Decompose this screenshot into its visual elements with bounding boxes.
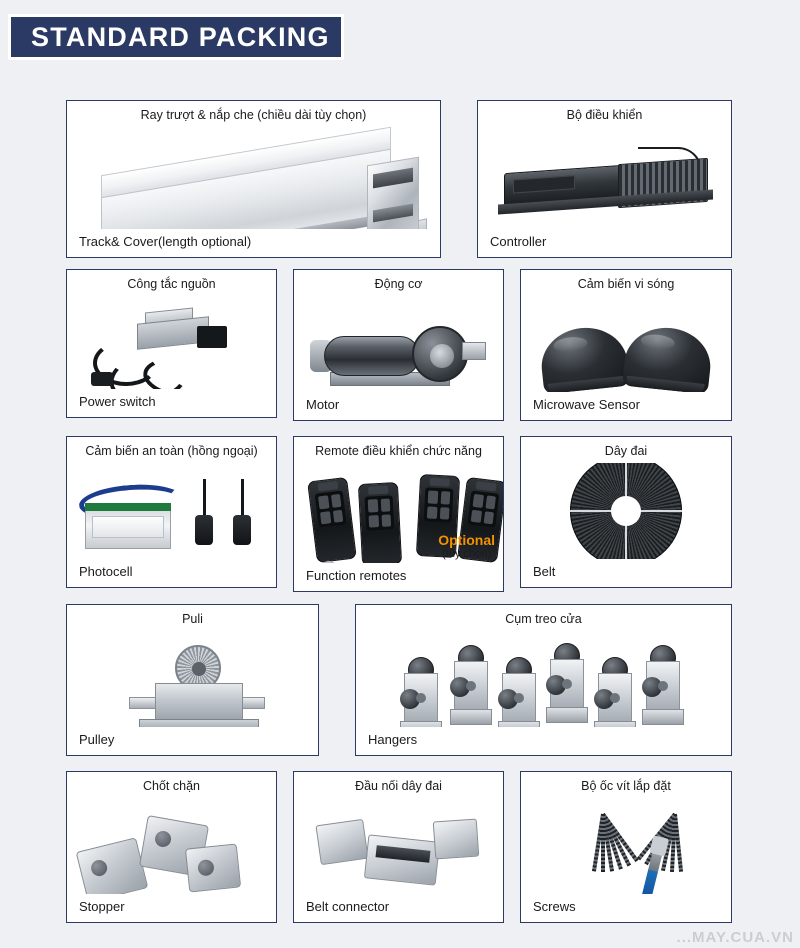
item-caption-en: Hangers bbox=[368, 732, 418, 747]
item-card-microwave-sensor[interactable] bbox=[520, 269, 732, 421]
item-card-power-switch[interactable] bbox=[66, 269, 277, 418]
belt-connector-icon bbox=[294, 798, 503, 894]
item-caption-en: Controller bbox=[490, 234, 547, 249]
page-title: STANDARD PACKING bbox=[31, 21, 330, 52]
item-caption-vi: Puli bbox=[182, 612, 203, 626]
item-card-track-cover[interactable] bbox=[66, 100, 441, 258]
item-caption-en: Belt connector bbox=[306, 899, 390, 914]
item-caption-vi: Bộ ốc vít lắp đặt bbox=[581, 779, 671, 793]
stopper-icon bbox=[67, 798, 276, 894]
item-caption-en: Function remotes bbox=[306, 568, 407, 583]
item-caption-vi: Cảm biến an toàn (hồng ngoại) bbox=[85, 444, 258, 458]
item-caption-vi: Đầu nối dây đai bbox=[355, 779, 442, 793]
pulley-icon bbox=[67, 631, 318, 727]
item-card-hangers[interactable] bbox=[355, 604, 732, 756]
door-hanger-icon bbox=[356, 631, 731, 727]
item-card-belt-connector[interactable] bbox=[293, 771, 504, 923]
item-card-motor[interactable] bbox=[293, 269, 504, 421]
item-caption-vi: Cụm treo cửa bbox=[505, 612, 582, 626]
item-caption-en: Screws bbox=[533, 899, 576, 914]
microwave-sensor-icon bbox=[521, 296, 731, 392]
item-card-stopper[interactable] bbox=[66, 771, 277, 923]
item-caption-en: Photocell bbox=[79, 564, 133, 579]
item-card-controller[interactable] bbox=[477, 100, 732, 258]
item-card-function-remotes[interactable] bbox=[293, 436, 504, 592]
motor-icon bbox=[294, 296, 503, 392]
item-card-belt[interactable] bbox=[520, 436, 732, 588]
item-caption-vi: Cảm biến vi sóng bbox=[577, 277, 675, 291]
watermark-text: ...MAY.CUA.VN bbox=[676, 929, 794, 946]
item-caption-en: Stopper bbox=[79, 899, 125, 914]
item-card-screws[interactable] bbox=[520, 771, 732, 923]
item-card-photocell[interactable] bbox=[66, 436, 277, 588]
item-caption-en: Microwave Sensor bbox=[533, 397, 640, 412]
screws-icon bbox=[521, 798, 731, 894]
item-card-pulley[interactable] bbox=[66, 604, 319, 756]
item-caption-vi: Dây đai bbox=[604, 444, 648, 458]
item-caption-vi: Remote điều khiển chức năng bbox=[315, 444, 482, 458]
item-caption-vi: Ray trượt & nắp che (chiều dài tùy chọn) bbox=[140, 108, 367, 122]
photocell-icon bbox=[67, 463, 276, 559]
item-caption-en: Track& Cover(length optional) bbox=[79, 234, 252, 249]
item-caption-vi: Công tắc nguồn bbox=[127, 277, 216, 291]
item-caption-en: Pulley bbox=[79, 732, 115, 747]
timing-belt-icon bbox=[521, 463, 731, 559]
item-caption-vi: Chốt chặn bbox=[143, 779, 200, 793]
optional-badge-label: Optional bbox=[438, 532, 495, 549]
item-caption-en: Motor bbox=[306, 397, 340, 412]
power-switch-icon bbox=[67, 296, 276, 389]
optional-badge bbox=[438, 532, 495, 561]
item-caption-vi: Động cơ bbox=[374, 277, 423, 291]
optional-badge-sublabel: (tùy chọn) bbox=[442, 548, 492, 561]
item-caption-vi: Bộ điều khiển bbox=[566, 108, 643, 122]
aluminium-rail-icon bbox=[67, 127, 440, 229]
control-unit-icon bbox=[478, 127, 731, 229]
item-caption-en: Belt bbox=[533, 564, 556, 579]
item-caption-en: Power switch bbox=[79, 394, 156, 409]
